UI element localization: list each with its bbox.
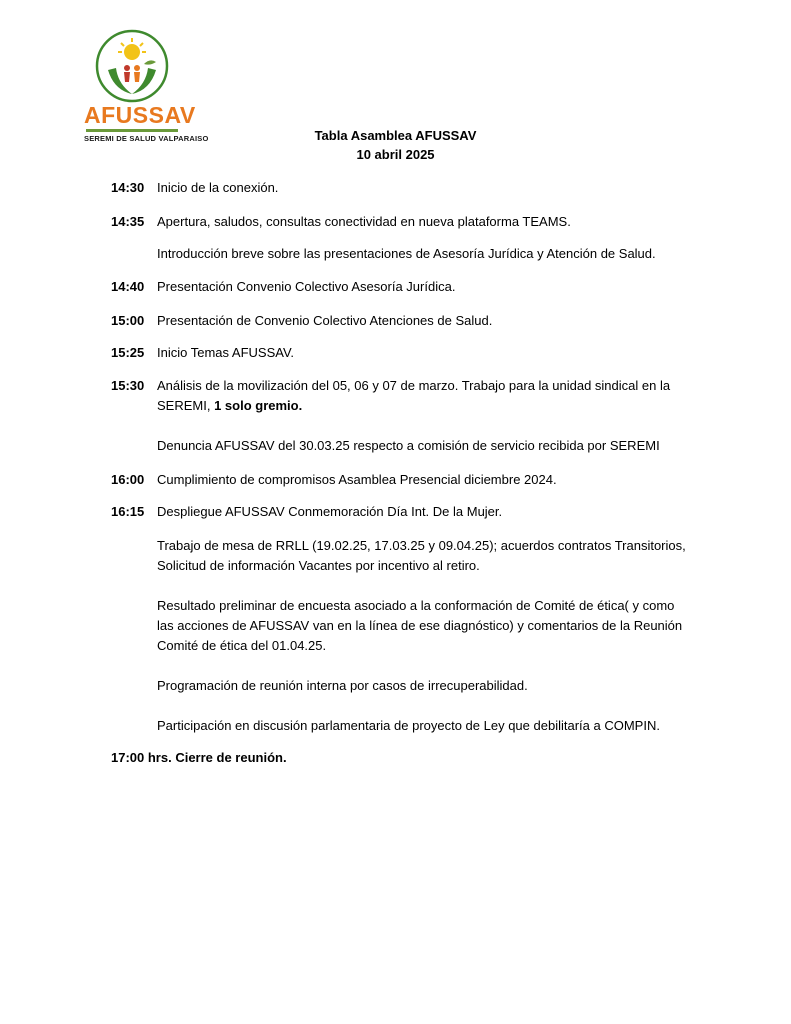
agenda-item-text: Inicio de la conexión.	[157, 180, 279, 195]
logo-emblem-icon	[94, 28, 170, 104]
document-date: 10 abril 2025	[356, 147, 435, 162]
agenda-time: 14:40	[111, 279, 145, 294]
agenda-item-text: Cumplimiento de compromisos Asamblea Presencial diciembre 2024.	[157, 472, 557, 487]
agenda-item-text: Solicitud de información Vacantes por incentivo al retiro.	[157, 558, 480, 573]
agenda-item-text: Apertura, saludos, consultas conectividad en nueva plataforma TEAMS.	[157, 214, 571, 229]
agenda-time: 15:00	[111, 313, 145, 328]
agenda-time: 14:35	[111, 214, 145, 229]
agenda-item-text: Inicio Temas AFUSSAV.	[157, 345, 295, 360]
agenda-item-text: Trabajo de mesa de RRLL (19.02.25, 17.03.25 y 09.04.25); acuerdos contratos Transitorios,	[157, 538, 686, 553]
agenda-time: 16:15	[111, 504, 145, 519]
document-title: Tabla Asamblea AFUSSAV	[314, 128, 477, 143]
agenda-item-text: Presentación de Convenio Colectivo Atenciones de Salud.	[157, 313, 493, 328]
agenda-item-text: Despliegue AFUSSAV Conmemoración Día Int. De la Mujer.	[157, 504, 503, 519]
agenda-item-text: Introducción breve sobre las presentaciones de Asesoría Jurídica y Atención de Salud.	[157, 246, 656, 261]
agenda-time: 14:30	[111, 180, 145, 195]
agenda-text-emphasis: 1 solo gremio.	[214, 398, 303, 413]
logo-wordmark: AFUSSAV	[84, 102, 196, 128]
agenda-item-text: Participación en discusión parlamentaria de proyecto de Ley que debilitaría a COMPIN.	[157, 718, 660, 733]
agenda-item-text: Programación de reunión interna por casos de irrecuperabilidad.	[157, 678, 528, 693]
agenda-item-text: Análisis de la movilización del 05, 06 y 07 de marzo. Trabajo para la unidad sindical en la	[157, 378, 671, 393]
agenda-time: 15:25	[111, 345, 145, 360]
agenda-item-text: Comité de ética del 01.04.25.	[157, 638, 327, 653]
afussav-logo	[82, 28, 209, 143]
agenda-item-text: Denuncia AFUSSAV del 30.03.25 respecto a comisión de servicio recibida por SEREMI	[157, 438, 660, 453]
agenda-item-text	[157, 396, 302, 415]
agenda-time: 15:30	[111, 378, 145, 393]
closing-line: 17:00 hrs. Cierre de reunión.	[111, 750, 287, 765]
agenda-item-text: Resultado preliminar de encuesta asociado a la conformación de Comité de ética( y como	[157, 598, 675, 613]
agenda-text-prefix: SEREMI,	[157, 398, 215, 413]
agenda-time: 16:00	[111, 472, 145, 487]
logo-subtitle: SEREMI DE SALUD VALPARAISO	[84, 134, 209, 143]
agenda-item-text: las acciones de AFUSSAV van en la línea de ese diagnóstico) y comentarios de la Reunión	[157, 618, 683, 633]
agenda-item-text: Presentación Convenio Colectivo Asesoría Jurídica.	[157, 279, 456, 294]
